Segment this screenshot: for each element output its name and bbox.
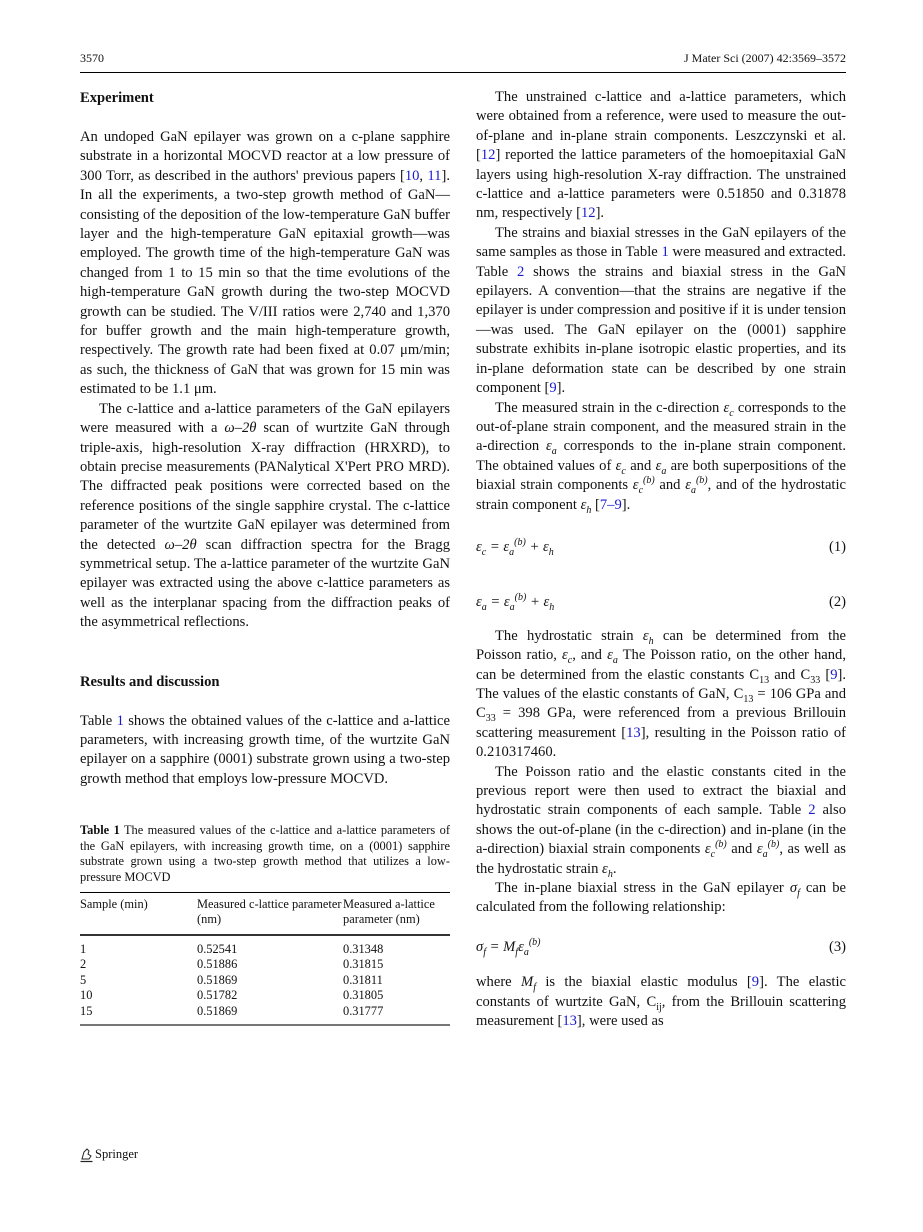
text: The c-lattice and a-lattice parameters of the GaN epilayers were measured with a [80,400,450,437]
table-1 [80,823,450,1026]
table-row [80,935,450,958]
citation-link[interactable]: 7–9 [599,496,622,513]
equation-number: (3) [828,938,846,955]
math-epsilon-h: $\varepsilon_h$ [642,627,654,647]
table-row [80,957,450,973]
text: = 106 GPa and C [476,685,846,722]
text: The unstrained c-lattice and a-lattice parameters, which were obtained from a reference, were used to measure the out-of-plane and in-plane strain components. Leszczynski et al. [ [476,89,846,164]
text: shows the obtained values of the c-lattice and a-lattice parameters, with increasing growth time, of the wurtzite GaN epilayer on a sapphire (0001) substrate grown using a two-step growth method that employs low-pressure MOCVD. [80,712,450,787]
text: shows the strains and biaxial stress in the GaN epilayers. A convention—that the strains are negative if the epilayer is under compression and positive if it is under tension—was used. The GaN epilayer on the (0001) sapphire substrate exhibits in-plane isotropic elastic properties, and its in-plane deformation state can be described by one strain component [ [476,263,846,397]
text: where [476,974,522,991]
paragraph-strains [476,224,846,399]
table-row [80,988,450,1004]
cell-c-lattice: 0.51782 [197,988,238,1003]
text: corresponds to the out-of-plane strain component, and the measured strain in the a-direction [476,399,846,455]
table-header-row [80,892,450,935]
subscript: 33 [810,674,821,686]
citation-link[interactable]: 13 [626,724,641,741]
springer-horse-icon [80,1148,92,1162]
text: [ [591,496,600,513]
math-omega-2theta: ω–2θ [164,536,197,553]
paragraph-measured-strain [476,399,846,515]
table-label: Table 1 [80,823,120,838]
citation-link[interactable]: 12 [580,205,596,222]
text: scan of wurtzite GaN through triple-axis, high-resolution X-ray diffraction (HRXRD), to obtain precise measurements (PANalytical X'Pert PRO MRD). The diffracted peak positions were corrected based on the reference positions of the single sapphire crystal. The c-lattice parameter of the wurtzite GaN epilayer was determined from the detected [80,420,450,553]
text: is the biaxial elastic modulus [ [535,974,752,991]
math-epsilon-c: $\varepsilon_c$ [561,647,573,667]
citation-link[interactable]: 9 [751,974,760,991]
math-epsilon-c: $\varepsilon_c$ [615,457,626,477]
text: The strains and biaxial stresses in the GaN epilayers of the same samples as those in Table [476,224,846,261]
cell-c-lattice: 0.52541 [197,941,238,956]
table-link[interactable]: 2 [808,802,816,819]
paragraph-hydrostatic [476,627,846,763]
text: ]. The values of the elastic constants of GaN, C [476,666,846,702]
text: Table [80,712,117,729]
left-column [80,88,450,1026]
text: , from the Brillouin scattering measurement [ [476,993,846,1030]
paragraph-modulus [476,973,846,1031]
cell-sample: 1 [80,941,87,956]
header-rule [80,72,846,73]
text: , and [572,647,608,664]
math-epsilon-a-biaxial: $\varepsilon_a^{(b)}$ [756,839,780,861]
publisher-name: Springer [95,1147,139,1161]
math-epsilon-h: $\varepsilon_h$ [602,860,613,880]
math-epsilon-a: $\varepsilon_a$ [655,457,667,477]
text: ]. [621,496,631,513]
text: The hydrostatic strain [495,627,643,644]
text: corresponds to the in-plane strain component. The obtained values of [476,438,846,474]
text: ]. The elastic constants of wurtzite GaN, C [476,974,846,1010]
equation-number: (1) [828,538,846,555]
right-column [476,88,846,1031]
math-epsilon-a-biaxial: $\varepsilon_a^{(b)}$ [685,475,708,497]
column-header-a-lattice: Measured a-lattice parameter (nm) [343,896,435,927]
math-epsilon-c-biaxial: $\varepsilon_c^{(b)}$ [632,475,655,497]
table-caption [80,823,450,885]
citation-link[interactable]: 13 [562,1013,577,1030]
text: [ [820,666,831,683]
text: , as well as the hydrostatic strain [476,841,846,877]
cell-sample: 5 [80,972,87,987]
text: can be determined from the Poisson ratio, [476,627,846,664]
text: and [625,457,656,474]
text: and [654,477,686,494]
text: , [419,167,428,184]
text: scan diffraction spectra for the Bragg symmetrical setup. The a-lattice parameter of the wurtzite GaN epilayer was extracted using the above c-lattice parameters as well as the interplanar spacing from the diffraction peaks of the asymmetrical reflections. [80,536,450,631]
text: were measured and extracted. Table [476,244,846,280]
text: ]. [556,380,566,397]
equation-body: $\varepsilon_c = \varepsilon_a^{(b)} + \varepsilon_h$ [476,537,554,558]
equation-3 [476,938,846,957]
paragraph-unstrained [476,88,846,224]
text: = 398 GPa, were referenced from a previous Brillouin scattering measurement [ [476,705,846,741]
text: . [612,860,617,877]
text: can be calculated from the following relationship: [476,880,846,916]
math-epsilon-a: $\varepsilon_a$ [607,647,618,667]
journal-citation: J Mater Sci (2007) 42:3569–3572 [684,51,846,65]
experiment-paragraph-2 [80,400,450,633]
text: and [726,841,757,858]
text: The measured strain in the c-direction [495,399,724,416]
cell-a-lattice: 0.31811 [343,972,383,987]
math-epsilon-c-biaxial: $\varepsilon_c^{(b)}$ [704,839,727,861]
subscript: 13 [743,693,754,705]
table-row [80,1004,450,1026]
column-header-sample: Sample (min) [80,896,148,911]
equation-1 [476,538,846,557]
cell-sample: 10 [80,988,93,1003]
table-link[interactable]: 1 [661,244,669,261]
text: , and of the hydrostatic strain component [476,477,847,513]
equation-body: $\sigma_f = M_f\varepsilon_a^{(b)}$ [476,936,541,958]
text: ]. In all the experiments, a two-step growth method of GaN—consisting of the deposition of the low-temperature GaN buffer layer and the high-temperature GaN epitaxial growth—was employed. The growth time of the high-temperature GaN was changed from 1 to 15 min so that the time evolutions of the high-temperature GaN growth during the two-step MOCVD growth can be studied. The V/III ratios were 2,740 and 1,370 for buffer growth and the main high-temperature growth, respectively. The growth rate had been fixed at 0.07 μm/min; as such, the thickness of GaN that was grown for 15 min was estimated to be 1.1 μm. [80,167,450,398]
text: also shows the out-of-plane (in the c-direction) and in-plane (in the a-direction) biaxial strain components [476,802,846,858]
math-sigma-f: $\sigma_f$ [789,880,800,899]
math-epsilon-a: $\varepsilon_a$ [546,438,557,458]
text: ]. [595,205,605,222]
text: An undoped GaN epilayer was grown on a c-plane sapphire substrate in a horizontal MOCVD reactor at a low pressure of 300 Torr, as described in the authors' previous papers [ [80,129,450,184]
table-row [80,973,450,989]
lattice-table [80,892,450,1027]
cell-sample: 15 [80,1003,93,1018]
text: and C [769,666,811,683]
subscript: 33 [485,713,496,725]
section-heading-results: Results and discussion [80,673,220,690]
math-omega-2theta: ω–2θ [224,420,257,437]
text: The Poisson ratio, on the other hand, can be determined from the elastic constants C [476,647,847,683]
page-number: 3570 [80,51,104,65]
table-link[interactable]: 1 [116,712,124,729]
equation-2 [476,593,846,612]
section-heading-experiment: Experiment [80,90,154,106]
math-m-f: $M_f$ [521,974,536,994]
text: The in-plane biaxial stress in the GaN epilayer [495,880,790,897]
cell-a-lattice: 0.31805 [343,988,384,1003]
cell-sample: 2 [80,957,87,972]
citation-link[interactable]: 12 [480,147,496,164]
results-paragraph-1 [80,712,450,790]
experiment-paragraph-1 [80,128,450,400]
subscript: 13 [759,674,770,686]
table-link[interactable]: 2 [517,263,525,280]
text: ] reported the lattice parameters of the homoepitaxial GaN layers using high-resolution X-ray diffraction. The unstrained c-lattice and a-lattice parameters were 0.51850 and 0.31878 nm, respectively [ [476,147,846,222]
cell-a-lattice: 0.31348 [343,941,384,956]
text: are both superpositions of the biaxial strain components [476,457,847,494]
math-epsilon-c: $\varepsilon_c$ [723,399,734,419]
math-epsilon-h: $\varepsilon_h$ [580,496,592,516]
column-header-c-lattice: Measured c-lattice parameter (nm) [197,896,342,927]
footer [80,1147,138,1162]
paragraph-poisson [476,763,846,879]
cell-c-lattice: 0.51886 [197,957,238,972]
subscript: ij [656,1001,662,1013]
cell-a-lattice: 0.31777 [343,1003,384,1018]
citation-link[interactable]: 10 [404,167,420,184]
cell-c-lattice: 0.51869 [197,1003,238,1018]
citation-link[interactable]: 9 [549,380,557,397]
citation-link[interactable]: 9 [830,666,838,683]
equation-body: $\varepsilon_a = \varepsilon_a^{(b)} + \varepsilon_h$ [476,592,555,614]
equation-number: (2) [828,594,846,611]
caption-text: The measured values of the c-lattice and a-lattice parameters of the GaN epilayers, with increasing growth time, on a (0001) sapphire substrate grown using a two-step growth method that utilizes a low-pressure MOCVD [80,823,450,884]
text: The Poisson ratio and the elastic constants cited in the previous report were then used to extract the biaxial and hydrostatic strain components of each sample. Table [476,763,846,819]
citation-link[interactable]: 11 [427,167,442,184]
cell-c-lattice: 0.51869 [197,972,238,987]
cell-a-lattice: 0.31815 [343,957,384,972]
paragraph-biaxial-stress [476,879,846,918]
text: ], resulting in the Poisson ratio of 0.210317460. [476,724,846,761]
text: ], were used as [576,1013,664,1030]
